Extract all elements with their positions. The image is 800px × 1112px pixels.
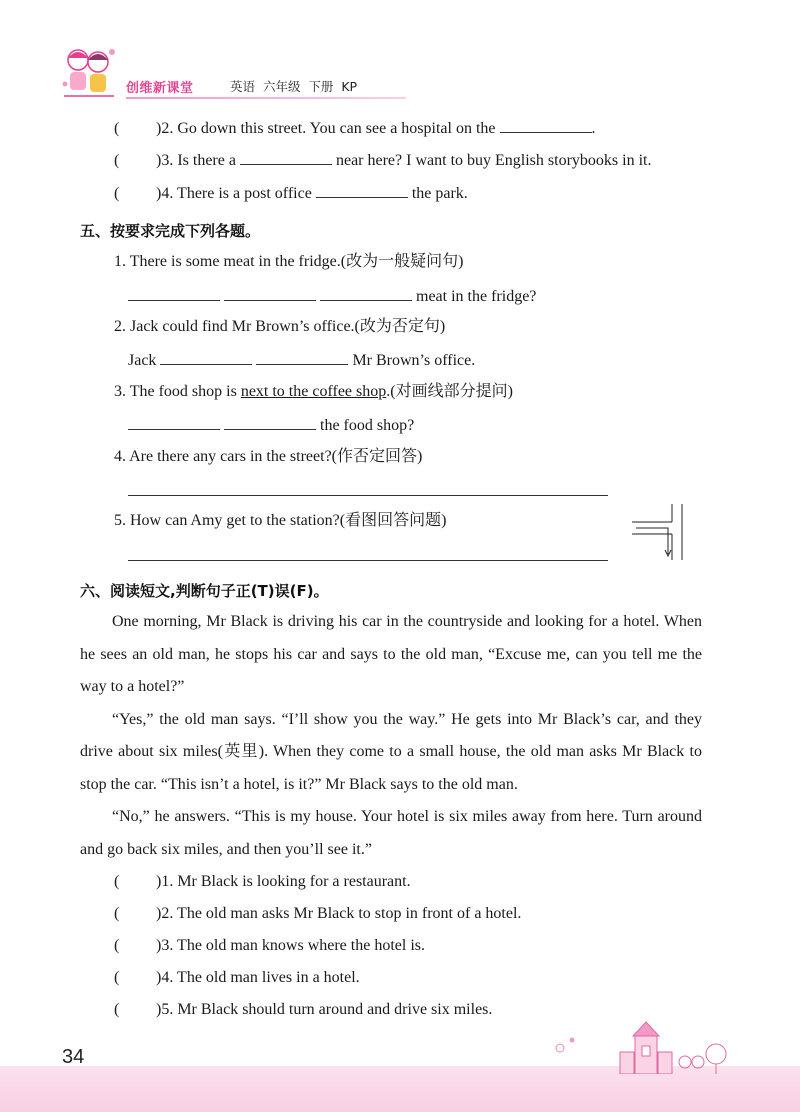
answer-blank[interactable] — [240, 148, 332, 165]
route-map-icon — [632, 500, 692, 562]
q5-3-prompt: 3. The food shop is next to the coffee shop.(对画线部分提问) — [114, 383, 513, 400]
q5-1-prompt: 1. There is some meat in the fridge.(改为一般疑问句) — [114, 253, 464, 270]
answer-blank[interactable] — [224, 413, 316, 430]
part4-item-4: ( )4. There is a post office the park. — [114, 181, 468, 205]
passage-paragraph: “No,” he answers. “This is my house. Your hotel is six miles away from here. Turn around and go back six miles, and then you’ll see it.” — [80, 808, 702, 858]
page-header — [60, 44, 420, 104]
cartoon-kids-logo-icon — [60, 44, 118, 100]
subject-info: 英语 六年级 下册 KP — [230, 79, 358, 94]
answer-blank[interactable] — [160, 348, 252, 365]
part4-item-3: ( )3. Is there a near here? I want to buy English storybooks in it. — [114, 148, 651, 172]
answer-blank[interactable] — [500, 116, 592, 133]
q5-2-prompt: 2. Jack could find Mr Brown’s office.(改为否定句) — [114, 318, 446, 335]
passage-paragraph: One morning, Mr Black is driving his car in the countryside and looking for a hotel. When he sees an old man, he stops his car and says to the old man, “Excuse me, can you tell me the way to a hotel?” — [80, 613, 702, 695]
answer-blank[interactable] — [128, 284, 220, 301]
underlined-phrase: next to the coffee shop — [240, 383, 387, 400]
header-divider — [126, 97, 406, 99]
passage-paragraph: “Yes,” the old man says. “I’ll show you the way.” He gets into Mr Black’s car, and they drive about six miles(英里). When they come to a small house, the old man asks Mr Black to stop the car. “This isn’t a hotel, is it?” Mr Black says to the old man. — [80, 710, 702, 793]
q5-1-answer: meat in the fridge? — [128, 284, 536, 308]
answer-blank[interactable] — [224, 284, 316, 301]
answer-blank[interactable] — [128, 413, 220, 430]
q5-2-answer: Jack Mr Brown’s office. — [128, 348, 475, 372]
answer-blank[interactable] — [320, 284, 412, 301]
tf-statement: ( )5. Mr Black should turn around and drive six miles. — [114, 1001, 493, 1018]
answer-blank[interactable] — [256, 348, 348, 365]
tf-statement: ( )2. The old man asks Mr Black to stop in front of a hotel. — [114, 905, 522, 922]
part4-item-2: ( )2. Go down this street. You can see a hospital on the . — [114, 116, 596, 140]
section-6-title: 六、阅读短文,判断句子正(T)误(F)。 — [80, 582, 329, 600]
q5-5-prompt: 5. How can Amy get to the station?(看图回答问题) — [114, 512, 447, 529]
q5-4-prompt: 4. Are there any cars in the street?(作否定回答) — [114, 448, 423, 465]
q5-3-answer: the food shop? — [128, 413, 414, 437]
tf-statement: ( )4. The old man lives in a hotel. — [114, 969, 360, 986]
castle-decoration-icon — [540, 1018, 740, 1074]
answer-line[interactable] — [128, 560, 608, 561]
tf-statement: ( )3. The old man knows where the hotel is. — [114, 937, 425, 954]
answer-blank[interactable] — [316, 181, 408, 198]
tf-statement: ( )1. Mr Black is looking for a restaurant. — [114, 873, 411, 890]
brand-name: 创维新课堂 — [126, 81, 194, 96]
page-number: 34 — [62, 1046, 85, 1068]
answer-line[interactable] — [128, 495, 608, 496]
section-5-title: 五、按要求完成下列各题。 — [80, 222, 261, 240]
reading-passage — [80, 606, 702, 866]
